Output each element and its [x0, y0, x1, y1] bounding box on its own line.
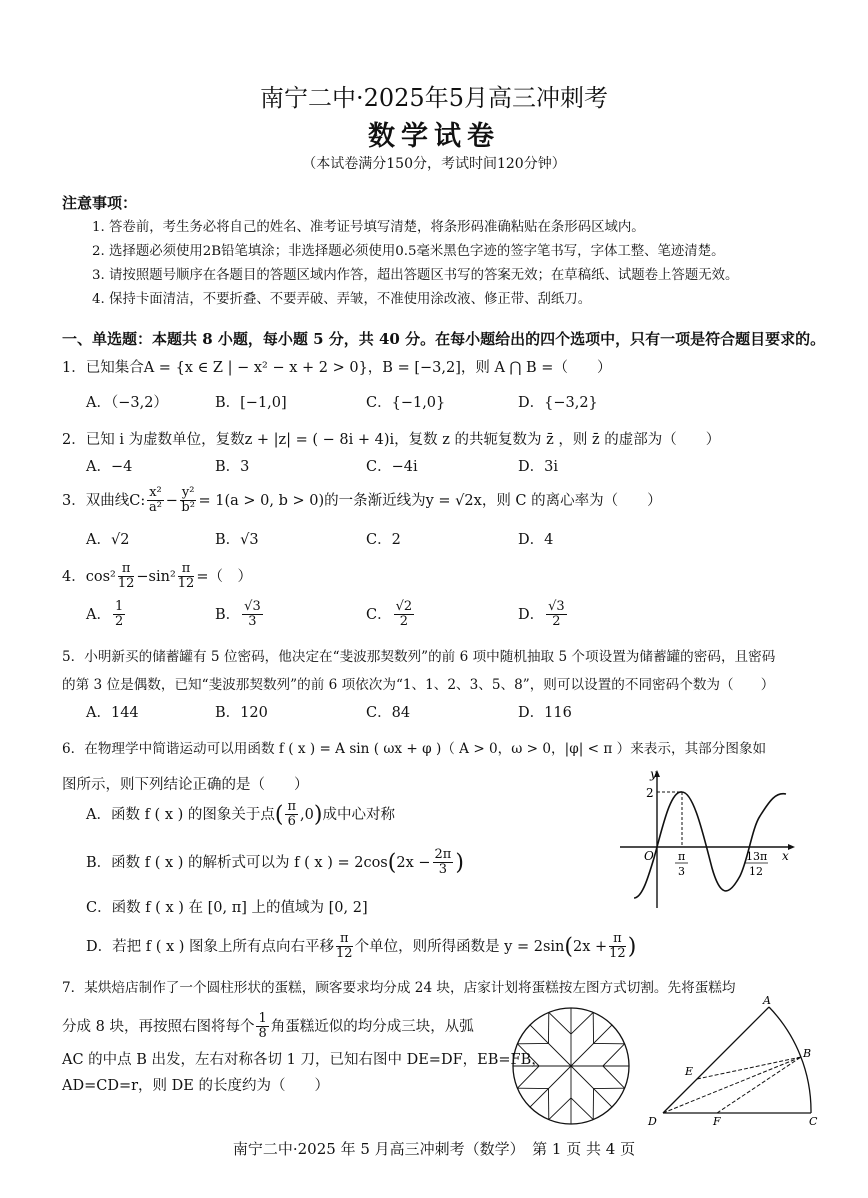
max-value-label: 2 — [646, 786, 654, 800]
origin-label: O — [644, 849, 654, 863]
cake-chord — [517, 1044, 539, 1066]
tick-13pi12-den: 12 — [749, 865, 763, 878]
note-item: 4. 保持卡面清洁，不要折叠、不要弄破、弄皱，不准使用涂改液、修正带、刮纸刀。 — [92, 292, 592, 307]
cake-radius — [571, 1066, 612, 1107]
q4-option-b-den: 3 — [248, 614, 257, 630]
q6-option-b-mid: 2x − — [396, 854, 431, 871]
note-item: 3. 请按照题号顺序在各题目的答题区域内作答，超出答题区书写的答案无效；在草稿纸、试题卷上答题无效。 — [92, 268, 739, 283]
cake-chord — [517, 1066, 539, 1088]
q4-frac-1 — [118, 562, 135, 592]
cake-chord — [571, 1012, 593, 1034]
q6-option-d-num-2: π — [609, 932, 626, 947]
point-b-label: B — [803, 1047, 812, 1060]
question-7-line-2 — [62, 1012, 474, 1042]
q6-option-b-text: B．函数 f ( x ) 的解析式可以为 f ( x ) = 2cos — [86, 854, 388, 871]
q1-option-a: A．（−3,2） — [86, 395, 168, 411]
q6-option-a-tail: 成中心对称 — [322, 806, 395, 823]
q3-frac-x-num: x² — [149, 485, 162, 500]
q6-option-a-den: 6 — [287, 814, 296, 830]
q5-option-a: A．144 — [86, 705, 139, 721]
q7-frac — [256, 1012, 268, 1042]
question-5-line-2: 的第 3 位是偶数，已知“斐波那契数列”的前 6 项依次为“1、1、2、3、5、8”，则可以设置的不同密码个数为（ ） — [62, 677, 775, 693]
q6-b-paren-open: ( — [387, 850, 397, 876]
q3-stem-b: = 1(a > 0, b > 0)的一条渐近线为y = √2x，则 C 的离心率为（ ） — [198, 492, 662, 509]
q2-option-c: C．−4i — [366, 459, 418, 475]
notes-heading: 注意事项： — [62, 194, 138, 212]
q3-stem-a: 3．双曲线C: — [62, 492, 146, 509]
cake-chord — [603, 1066, 625, 1088]
cake-chord — [549, 1012, 571, 1034]
question-6-line-1: 6．在物理学中简谐运动可以用函数 f ( x ) = A sin ( ωx + φ )（ A > 0，ω > 0，|φ| < π ）来表示，其部分图象如 — [62, 741, 767, 757]
q6-option-a — [86, 800, 395, 830]
q4-option-a-frac — [113, 600, 125, 630]
q4-option-c-frac — [394, 600, 415, 630]
q7-frac-num: 1 — [258, 1011, 267, 1026]
q3-frac-y-num: y² — [181, 485, 195, 500]
q6-b-paren-close: ) — [455, 850, 464, 876]
cake-cut-diagram — [510, 1005, 632, 1127]
q4-sin: −sin² — [136, 568, 176, 585]
q3-frac-x — [147, 486, 164, 516]
q4-tail: =（ ） — [196, 568, 252, 585]
question-7-line-1: 7．某烘焙店制作了一个圆柱形状的蛋糕，顾客要求均分成 24 块，店家计划将蛋糕按左图方式切割。先将蛋糕均 — [62, 980, 736, 996]
q4-frac-1-num: π — [118, 562, 135, 577]
page-footer: 南宁二中·2025 年 5 月高三冲刺考（数学） 第 1 页 共 4 页 — [232, 1140, 636, 1158]
q6-option-d-mid2: 2x + — [572, 938, 608, 955]
q4-option-c-num: √2 — [395, 599, 413, 614]
point-e-label: E — [685, 1065, 694, 1078]
q4-frac-2-num: π — [178, 562, 195, 577]
cake-chord — [549, 1098, 571, 1120]
q4-option-d — [518, 600, 569, 630]
q3-option-c: C．2 — [366, 532, 401, 548]
cake-chord — [603, 1044, 625, 1066]
q6-option-b-num: 2π — [434, 847, 452, 862]
tick-13pi12-num: 13π — [746, 850, 768, 863]
note-item: 1. 答卷前，考生务必将自己的姓名、准考证号填写清楚，将条形码准确粘贴在条形码区域内。 — [92, 220, 645, 235]
q6-option-d-den: 12 — [336, 946, 353, 962]
x-axis-label: x — [782, 849, 789, 863]
q4-option-c-label: C． — [366, 606, 392, 623]
q4-option-c-den: 2 — [399, 614, 409, 630]
sector-diagram — [645, 995, 825, 1127]
q1-option-d: D．{−3,2} — [518, 395, 598, 411]
q4-option-b-frac — [242, 600, 263, 630]
q4-option-d-label: D． — [518, 606, 545, 623]
q3-frac-y — [180, 486, 197, 516]
q3-minus: − — [165, 492, 178, 509]
q2-option-d: D．3i — [518, 459, 558, 475]
q6-option-b-den: 3 — [438, 862, 448, 878]
tick-pi3-num: π — [678, 850, 686, 863]
question-3-stem — [62, 486, 662, 516]
q6-sine-graph — [620, 768, 800, 913]
q3-option-a: A．√2 — [86, 532, 130, 548]
q6-paren-close: ) — [313, 802, 323, 828]
cake-chord — [571, 1098, 593, 1120]
q4-option-b-label: B． — [215, 606, 241, 623]
q1-option-b: B．[−1,0] — [215, 395, 287, 411]
q6-paren-open: ( — [274, 802, 284, 828]
arc-ac — [769, 1007, 811, 1113]
q6-option-d-num: π — [336, 932, 353, 947]
point-c-label: C — [809, 1115, 818, 1127]
y-axis-label: y — [650, 768, 657, 781]
q3-option-d: D．4 — [518, 532, 554, 548]
q4-option-b — [215, 600, 265, 630]
point-a-label: A — [763, 995, 771, 1007]
exam-title: 南宁二中·2025年5月高三冲刺考 — [260, 84, 608, 112]
q4-option-b-num: √3 — [244, 599, 261, 614]
q4-option-d-den: 2 — [552, 614, 561, 630]
point-d-label: D — [648, 1115, 657, 1127]
q2-option-b: B．3 — [215, 459, 250, 475]
cake-radius — [530, 1066, 571, 1107]
exam-info: （本试卷满分150分，考试时间120分钟） — [302, 156, 566, 172]
question-2-stem: 2．已知 i 为虚数单位，复数z + |z| = ( − 8i + 4)i，复数 z 的共轭复数为 z̄ ，则 z̄ 的虚部为（ ） — [62, 432, 721, 448]
q6-option-d-mid: 个单位，则所得函数是 y = 2sin — [354, 938, 565, 955]
q6-option-a-text: A．函数 f ( x ) 的图象关于点 — [86, 806, 275, 823]
q4-option-a — [86, 600, 127, 630]
q4-option-a-label: A． — [86, 606, 111, 623]
question-7-line-4: AD=CD=r，则 DE 的长度约为（ ） — [62, 1078, 329, 1094]
point-f-label: F — [713, 1115, 721, 1127]
q6-option-d-frac — [336, 932, 353, 962]
q1-option-c: C．{−1,0} — [366, 395, 446, 411]
q5-option-b: B．120 — [215, 705, 268, 721]
subject-title: 数学试卷 — [368, 121, 500, 152]
q6-option-d-frac-2 — [609, 932, 626, 962]
q4-frac-2 — [178, 562, 195, 592]
q5-option-c: C．84 — [366, 705, 411, 721]
q7-line2-b: 角蛋糕近似的均分成三块，从弧 — [270, 1018, 474, 1035]
q2-option-a: A．−4 — [86, 459, 133, 475]
q4-frac-2-den: 12 — [177, 576, 195, 592]
q6-option-c: C．函数 f ( x ) 在 [0, π] 上的值域为 [0, 2] — [86, 900, 368, 916]
q6-d-paren-open: ( — [564, 934, 573, 960]
question-5-line-1: 5．小明新买的储蓄罐有 5 位密码，他决定在“斐波那契数列”的前 6 项中随机抽取 5 个项设置为储蓄罐的密码，且密码 — [62, 649, 776, 665]
q6-option-d — [86, 932, 636, 962]
q6-option-d-den-2: 12 — [609, 946, 626, 962]
q7-line2-a: 分成 8 块，再按照右图将每个 — [62, 1018, 255, 1035]
segment-da — [663, 1007, 769, 1113]
q4-option-a-num: 1 — [114, 599, 124, 614]
q5-option-d: D．116 — [518, 705, 572, 721]
q3-frac-x-den: a² — [149, 500, 162, 516]
q6-option-a-zero: ,0 — [300, 806, 314, 823]
q4-option-d-frac — [546, 600, 567, 630]
q4-frac-1-den: 12 — [117, 576, 135, 592]
question-7-line-3: AC 的中点 B 出发，左右对称各切 1 刀，已知右图中 DE=DF，EB=FB， — [62, 1052, 546, 1068]
note-item: 2. 选择题必须使用2B铅笔填涂；非选择题必须使用0.5毫米黑色字迹的签字笔书写，字体工整、笔迹清楚。 — [92, 244, 725, 259]
q6-option-a-num: π — [287, 799, 297, 814]
q4-option-c — [366, 600, 416, 630]
cake-radius — [530, 1025, 571, 1066]
q6-option-a-frac — [285, 800, 298, 830]
segment-db — [663, 1057, 801, 1113]
question-1-stem: 1．已知集合A = {x ∈ Z | − x² − x + 2 > 0}，B = [−3,2]，则 A ⋂ B =（ ） — [62, 360, 612, 376]
cake-cut-lines — [513, 1008, 629, 1124]
q6-option-b — [86, 848, 464, 878]
q6-d-paren-close: ) — [627, 934, 637, 960]
x-axis-arrow — [788, 844, 795, 850]
q7-frac-den: 8 — [258, 1026, 267, 1042]
q6-option-b-frac — [433, 848, 454, 878]
q6-option-d-text: D．若把 f ( x ) 图象上所有点向右平移 — [86, 938, 335, 955]
question-6-line-2: 图所示，则下列结论正确的是（ ） — [62, 777, 309, 793]
question-4-stem — [62, 562, 252, 592]
section-heading: 一、单选题：本题共 8 小题，每小题 5 分，共 40 分。在每小题给出的四个选项中，只有一项是符合题目要求的。 — [62, 330, 826, 348]
q4-option-a-den: 2 — [114, 614, 124, 630]
q4-option-d-num: √3 — [548, 599, 565, 614]
q4-prefix: 4． — [62, 568, 86, 585]
tick-pi3-den: 3 — [678, 865, 685, 878]
cake-radius — [571, 1025, 612, 1066]
q3-frac-y-den: b² — [181, 500, 195, 516]
q3-option-b: B．√3 — [215, 532, 259, 548]
q4-cos: cos² — [85, 568, 116, 585]
